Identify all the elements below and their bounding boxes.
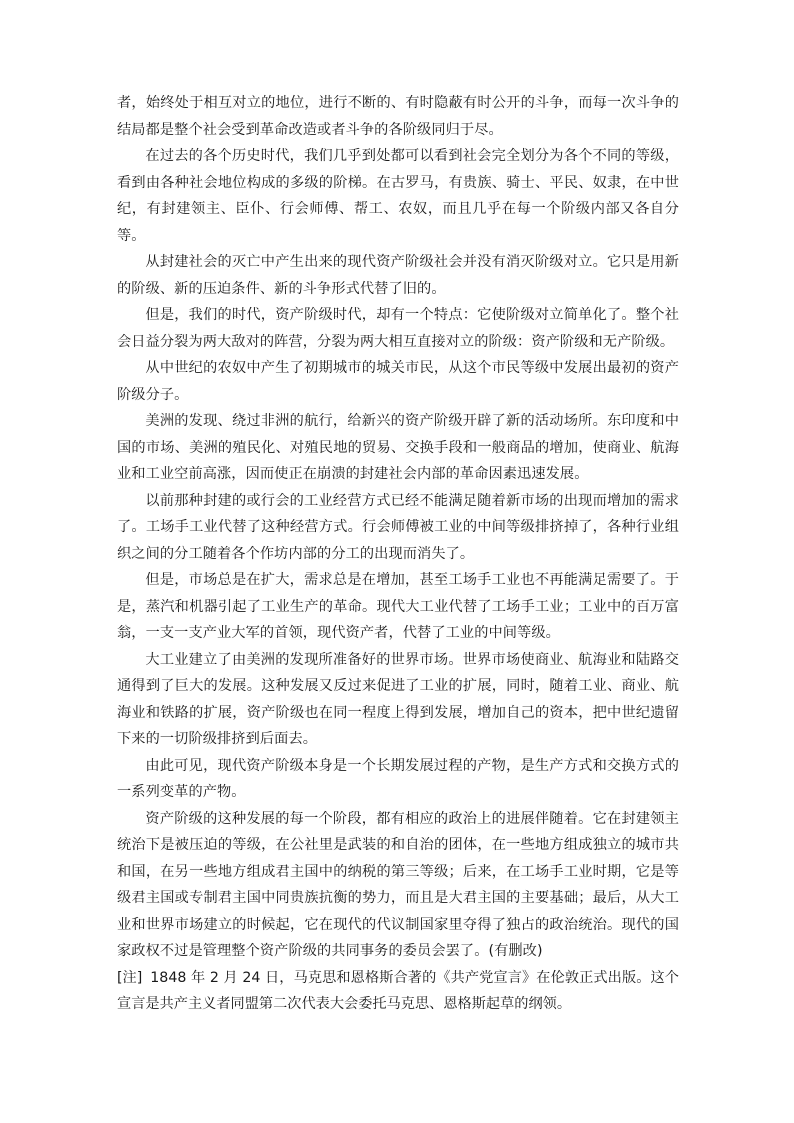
footnote (117, 965, 679, 1018)
paragraph-continued: 者，始终处于相互对立的地位，进行不断的、有时隐蔽有时公开的斗争，而每一次斗争的结局都是整个社会受到革命改造或者斗争的各阶级同归于尽。 (117, 95, 679, 138)
paragraph-two-camps: 但是，我们的时代，资产阶级时代，却有一个特点：它使阶级对立简单化了。整个社会日益分裂为两大敌对的阵营，分裂为两大相互直接对立的阶级：资产阶级和无产阶级。 (117, 307, 679, 350)
paragraph-political-progress: 资产阶级的这种发展的每一个阶段，都有相应的政治上的进展伴随着。它在封建领主统治下是被压迫的等级，在公社里是武装的和自治的团体，在一些地方组成独立的城市共和国，在另一些地方组成君主国中的纳税的第三等级；后来，在工场手工业时期，它是等级君主国或专制君主国中同贵族抗衡的势力，而且是大君主国的主要基础；最后，从大工业和世界市场建立的时候起，它在现代的代议制国家里夺得了独占的政治统治。现代的国家政权不过是管理整个资产阶级的共同事务的委员会罢了。(有删改) (117, 810, 679, 959)
paragraph-world-market: 大工业建立了由美洲的发现所准备好的世界市场。世界市场使商业、航海业和陆路交通得到了巨大的发展。这种发展又反过来促进了工业的扩展，同时，随着工业、商业、航海业和铁路的扩展，资产阶级也在同一程度上得到发展，增加自己的资本，把中世纪遗留下来的一切阶级排挤到后面去。 (117, 651, 679, 747)
document-body (117, 90, 679, 1018)
paragraph-bourgeois-society: 从封建社会的灭亡中产生出来的现代资产阶级社会并没有消灭阶级对立。它只是用新的阶级、新的压迫条件、新的斗争形式代替了旧的。 (117, 254, 679, 297)
paragraph-social-hierarchy: 在过去的各个历史时代，我们几乎到处都可以看到社会完全划分为各个不同的等级，看到由各种社会地位构成的多级的阶梯。在古罗马，有贵族、骑士、平民、奴隶，在中世纪，有封建领主、臣仆、行会师傅、帮工、农奴，而且几乎在每一个阶级内部又各自分等。 (117, 148, 679, 244)
paragraph-america-discovery: 美洲的发现、绕过非洲的航行，给新兴的资产阶级开辟了新的活动场所。东印度和中国的市场、美洲的殖民化、对殖民地的贸易、交换手段和一般商品的增加，使商业、航海业和工业空前高涨，因而使正在崩溃的封建社会内部的革命因素迅速发展。 (117, 413, 679, 482)
paragraph-medieval-serfs: 从中世纪的农奴中产生了初期城市的城关市民，从这个市民等级中发展出最初的资产阶级分子。 (117, 360, 679, 403)
paragraph-industrial-revolution: 但是，市场总是在扩大，需求总是在增加，甚至工场手工业也不再能满足需要了。于是，蒸汽和机器引起了工业生产的革命。现代大工业代替了工场手工业；工业中的百万富翁，一支一支产业大军的首领，现代资产者，代替了工业的中间等级。 (117, 572, 679, 641)
footnote-text: 1848 年 2 月 24 日，马克思和恩格斯合著的《共产党宣言》在伦敦正式出版。这个宣言是共产主义者同盟第二次代表大会委托马克思、恩格斯起草的纲领。 (117, 969, 679, 1012)
paragraph-conclusion: 由此可见，现代资产阶级本身是一个长期发展过程的产物，是生产方式和交换方式的一系列变革的产物。 (117, 757, 679, 800)
footnote-label: [注] (117, 969, 143, 986)
paragraph-manufacture: 以前那种封建的或行会的工业经营方式已经不能满足随着新市场的出现而增加的需求了。工场手工业代替了这种经营方式。行会师傅被工业的中间等级排挤掉了，各种行业组织之间的分工随着各个作坊内部的分工的出现而消失了。 (117, 492, 679, 562)
